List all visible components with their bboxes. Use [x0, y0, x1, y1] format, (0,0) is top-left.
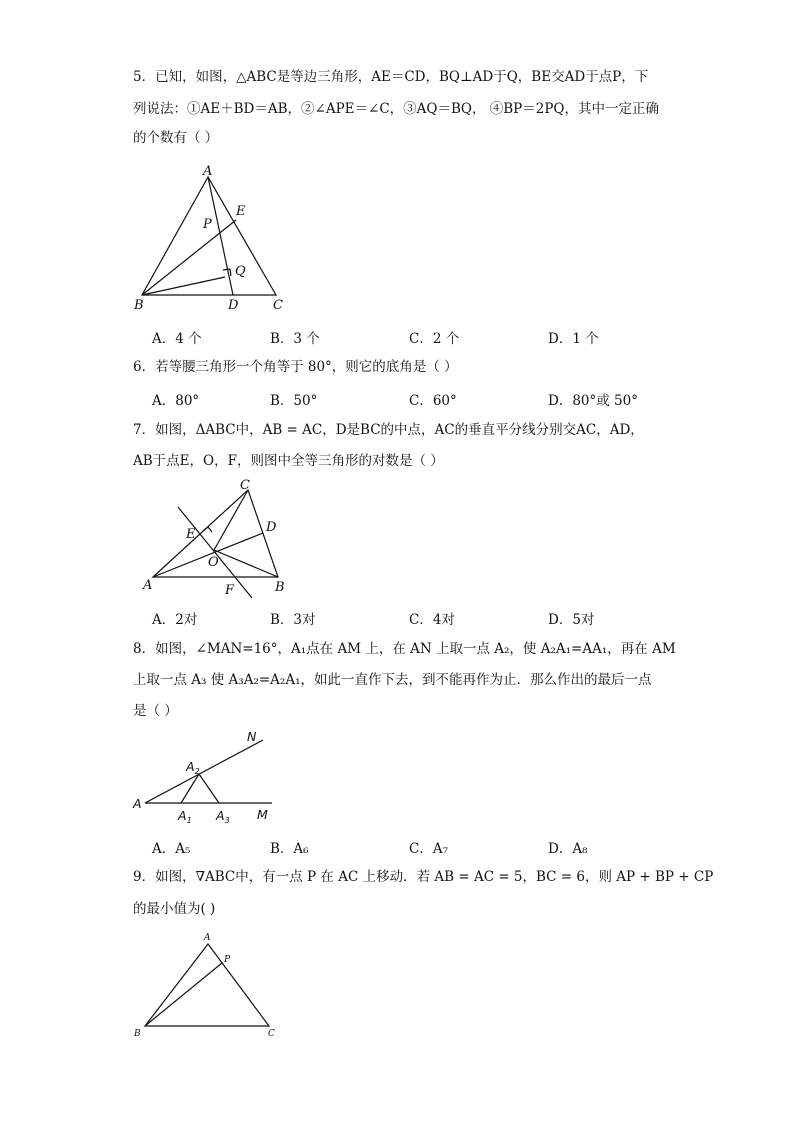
label-e: E: [186, 527, 196, 542]
label-m: M: [257, 807, 268, 822]
label-a1: $A_1$: [178, 808, 192, 825]
label-b: B: [134, 1029, 141, 1039]
label-p: P: [203, 217, 212, 232]
label-a: A: [203, 164, 213, 179]
question-5-line-2: 列说法：①AE＋BD＝AB，②∠APE＝∠C，③AQ＝BQ， ④BP＝2PQ，其中一定正确: [133, 101, 659, 117]
option-d[interactable]: D．A₈: [548, 841, 588, 857]
label-b: B: [275, 580, 285, 595]
label-a: A: [143, 578, 153, 593]
question-5-line-3: 的个数有（ ）: [133, 130, 219, 146]
option-b[interactable]: B．50°: [270, 393, 318, 409]
question-7-line-1: 7．如图，ΔABC中，AB = AC，D是BC的中点，AC的垂直平分线分别交AC，AD，: [133, 422, 644, 438]
option-d[interactable]: D．5对: [548, 612, 595, 628]
label-e: E: [236, 204, 246, 219]
option-b[interactable]: B．3对: [270, 612, 316, 628]
label-q: Q: [235, 264, 246, 279]
option-d[interactable]: D．80°或 50°: [548, 393, 638, 409]
label-a3: $A_3$: [216, 808, 230, 825]
segment-bp: [145, 963, 222, 1026]
option-c[interactable]: C．2 个: [409, 331, 460, 347]
question-6-line-1: 6．若等腰三角形一个角等于 80°，则它的底角是（ ）: [133, 359, 458, 375]
label-d: D: [266, 520, 277, 535]
label-n: N: [247, 729, 257, 744]
option-b[interactable]: B．3 个: [270, 331, 320, 347]
label-p: P: [224, 955, 231, 965]
option-a[interactable]: A．A₅: [152, 841, 191, 857]
label-b: B: [134, 298, 144, 313]
triangle-abc: [145, 944, 269, 1026]
label-a2: $A_2$: [186, 759, 200, 776]
option-a[interactable]: A．2对: [152, 612, 198, 628]
question-9-line-2: 的最小值为( ): [133, 901, 216, 917]
question-8-line-2: 上取一点 A₃ 使 A₃A₂=A₂A₁，如此一直作下去，到不能再作为止．那么作出的最后一点: [133, 672, 652, 688]
option-a[interactable]: A．80°: [152, 393, 200, 409]
option-c[interactable]: C．60°: [409, 393, 457, 409]
option-c[interactable]: C．4对: [409, 612, 455, 628]
question-9-line-1: 9．如图，∇ABC中，有一点 P 在 AC 上移动．若 AB = AC = 5，BC = 6，则 AP + BP + CP: [133, 869, 714, 885]
label-c: C: [240, 478, 250, 493]
label-d: D: [228, 298, 239, 313]
label-a: A: [204, 933, 211, 943]
option-d[interactable]: D．1 个: [548, 331, 599, 347]
label-o: O: [208, 555, 219, 570]
question-8-line-3: 是（ ）: [133, 703, 178, 719]
label-a: A: [133, 796, 142, 811]
question-8-line-1: 8．如图，∠MAN=16°，A₁点在 AM 上，在 AN 上取一点 A₂，使 A₂A₁=AA₁，再在 AM: [133, 641, 676, 657]
option-a[interactable]: A．4 个: [152, 331, 202, 347]
option-c[interactable]: C．A₇: [409, 841, 448, 857]
question-7-line-2: AB于点E，O，F，则图中全等三角形的对数是（ ）: [133, 453, 444, 469]
label-f: F: [225, 583, 235, 598]
label-c: C: [268, 1029, 275, 1039]
option-b[interactable]: B．A₆: [270, 841, 309, 857]
question-5-line-1: 5．已知，如图，△ABC是等边三角形，AE＝CD，BQ⊥AD于Q，BE交AD于点P，下: [133, 69, 649, 85]
label-c: C: [273, 298, 283, 313]
